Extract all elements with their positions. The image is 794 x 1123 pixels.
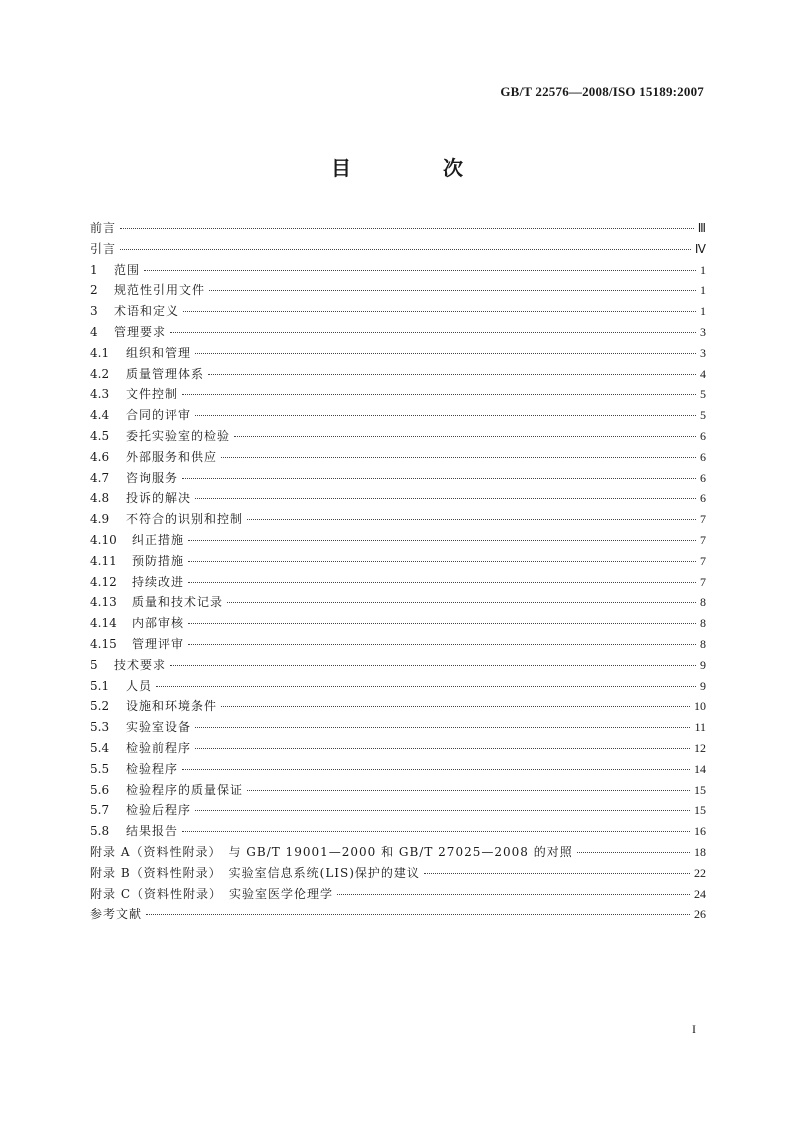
toc-section-number: 4.2 <box>90 366 110 381</box>
dot-leader <box>170 655 696 666</box>
dot-leader <box>221 696 690 707</box>
toc-page-number: 6 <box>700 428 706 443</box>
toc-entry[interactable] <box>90 405 706 426</box>
toc-entry[interactable] <box>90 759 706 780</box>
toc-page-number: 6 <box>700 449 706 464</box>
toc-entry[interactable] <box>90 634 706 655</box>
toc-section-number: 5.8 <box>90 824 110 839</box>
toc-page-number: 10 <box>694 699 706 714</box>
toc-title: 附录 A（资料性附录） 与 GB/T 19001—2000 和 GB/T 27025—2008 的对照 <box>90 844 573 859</box>
toc-title: 检验后程序 <box>126 803 192 818</box>
dot-leader <box>182 759 690 770</box>
toc-title: 内部审核 <box>132 616 185 631</box>
toc-page-number: 3 <box>700 345 706 360</box>
toc-entry[interactable] <box>90 447 706 468</box>
dot-leader <box>195 738 690 749</box>
toc-title: 前言 <box>90 221 117 235</box>
dot-leader <box>188 634 696 645</box>
toc-entry[interactable] <box>90 592 706 613</box>
toc-page-number: 18 <box>694 844 706 859</box>
dot-leader <box>170 322 696 333</box>
toc-section-number: 4 <box>90 324 98 339</box>
toc-entry[interactable] <box>90 488 706 509</box>
toc-page-number: 16 <box>694 824 706 839</box>
toc-entry[interactable] <box>90 468 706 489</box>
toc-page-number: 8 <box>700 616 706 631</box>
dot-leader <box>234 426 696 437</box>
toc-entry[interactable] <box>90 280 706 301</box>
toc-entry[interactable] <box>90 426 706 447</box>
toc-page-number: 26 <box>694 907 706 922</box>
toc-title: 附录 B（资料性附录） 实验室信息系统(LIS)保护的建议 <box>90 865 420 880</box>
toc-page-number: 6 <box>700 470 706 485</box>
dot-leader <box>156 676 696 687</box>
dot-leader <box>209 280 696 291</box>
dot-leader <box>247 509 696 520</box>
toc-section-number: 4.10 <box>90 532 117 547</box>
dot-leader <box>195 717 690 728</box>
toc-entry[interactable] <box>90 613 706 634</box>
toc-section-number: 4.5 <box>90 428 110 443</box>
table-of-contents <box>90 218 706 925</box>
toc-section-number: 5.2 <box>90 699 110 714</box>
toc-title: 纠正措施 <box>132 532 185 547</box>
toc-section-number: 1 <box>90 262 98 277</box>
toc-section-number: 5.1 <box>90 678 110 693</box>
toc-section-number: 4.3 <box>90 387 110 402</box>
toc-page-number: 7 <box>700 532 706 547</box>
toc-section-number: 5.4 <box>90 740 110 755</box>
toc-section-number: 4.4 <box>90 408 110 423</box>
page-title: 目 次 <box>331 156 499 180</box>
standard-code: GB/T 22576—2008/ISO 15189:2007 <box>500 84 704 99</box>
toc-title: 管理要求 <box>114 324 167 339</box>
toc-title: 附录 C（资料性附录） 实验室医学伦理学 <box>90 886 333 901</box>
toc-title: 管理评审 <box>132 636 185 651</box>
dot-leader <box>183 301 696 312</box>
toc-title: 文件控制 <box>126 387 179 402</box>
toc-page-number: 9 <box>700 678 706 693</box>
toc-entry[interactable] <box>90 717 706 738</box>
toc-title: 实验室设备 <box>126 720 192 735</box>
toc-page-number: 7 <box>700 553 706 568</box>
toc-section-number: 4.13 <box>90 595 117 610</box>
toc-title: 质量和技术记录 <box>132 595 224 610</box>
toc-section-number: 5.7 <box>90 803 110 818</box>
toc-title: 合同的评审 <box>126 408 192 423</box>
dot-leader <box>195 343 696 354</box>
toc-title: 外部服务和供应 <box>126 449 218 464</box>
toc-section-number: 4.14 <box>90 616 117 631</box>
toc-page-number: 11 <box>694 720 706 735</box>
toc-entry[interactable] <box>90 343 706 364</box>
toc-title: 持续改进 <box>132 574 185 589</box>
toc-page-number: 5 <box>700 387 706 402</box>
toc-title: 参考文献 <box>90 907 143 922</box>
toc-entry[interactable] <box>90 884 706 905</box>
toc-entry[interactable] <box>90 572 706 593</box>
dot-leader <box>144 260 696 271</box>
toc-entry[interactable] <box>90 738 706 759</box>
toc-title: 咨询服务 <box>126 470 179 485</box>
dot-leader <box>227 592 696 603</box>
dot-leader <box>188 551 696 562</box>
toc-section-number: 4.7 <box>90 470 110 485</box>
toc-page-number: 15 <box>694 782 706 797</box>
toc-entry[interactable] <box>90 218 706 239</box>
toc-entry[interactable] <box>90 551 706 572</box>
toc-page-number: Ⅲ <box>697 221 706 235</box>
dot-leader <box>182 468 696 479</box>
toc-section-number: 5.5 <box>90 761 110 776</box>
dot-leader <box>120 239 691 250</box>
toc-entry[interactable] <box>90 863 706 884</box>
toc-section-number: 3 <box>90 304 98 319</box>
toc-page-number: 9 <box>700 657 706 672</box>
toc-section-number: 4.8 <box>90 491 110 506</box>
dot-leader <box>188 572 696 583</box>
toc-section-number: 4.1 <box>90 345 110 360</box>
toc-entry[interactable] <box>90 821 706 842</box>
toc-title: 术语和定义 <box>114 304 180 319</box>
toc-page-number: 4 <box>700 366 706 381</box>
toc-section-number: 5.6 <box>90 782 110 797</box>
toc-entry[interactable] <box>90 780 706 801</box>
toc-entry[interactable] <box>90 696 706 717</box>
toc-entry[interactable] <box>90 800 706 821</box>
toc-page-number: 1 <box>700 304 706 319</box>
toc-section-number: 4.6 <box>90 449 110 464</box>
toc-page-number: 14 <box>694 761 706 776</box>
toc-page-number: 12 <box>694 740 706 755</box>
toc-entry[interactable] <box>90 364 706 385</box>
dot-leader <box>182 821 690 832</box>
toc-title: 检验程序 <box>126 761 179 776</box>
toc-section-number: 5.3 <box>90 720 110 735</box>
toc-entry[interactable] <box>90 322 706 343</box>
toc-entry[interactable] <box>90 904 706 925</box>
toc-title: 检验程序的质量保证 <box>126 782 244 797</box>
dot-leader <box>577 842 690 853</box>
toc-title: 投诉的解决 <box>126 491 192 506</box>
toc-title: 结果报告 <box>126 824 179 839</box>
toc-title: 不符合的识别和控制 <box>126 512 244 527</box>
toc-page-number: 24 <box>694 886 706 901</box>
dot-leader <box>120 218 694 229</box>
toc-entry[interactable] <box>90 301 706 322</box>
toc-title: 委托实验室的检验 <box>126 428 231 443</box>
toc-section-number: 5 <box>90 657 98 672</box>
toc-entry[interactable] <box>90 239 706 260</box>
toc-page-number: 3 <box>700 324 706 339</box>
dot-leader <box>208 364 696 375</box>
toc-title: 规范性引用文件 <box>114 283 206 298</box>
toc-title: 检验前程序 <box>126 740 192 755</box>
toc-page-number: 1 <box>700 262 706 277</box>
dot-leader <box>195 405 696 416</box>
toc-entry[interactable] <box>90 260 706 281</box>
toc-entry[interactable] <box>90 530 706 551</box>
toc-page-number: 7 <box>700 574 706 589</box>
toc-entry[interactable] <box>90 842 706 863</box>
toc-section-number: 2 <box>90 283 98 298</box>
toc-entry[interactable] <box>90 509 706 530</box>
dot-leader <box>221 447 696 458</box>
toc-section-number: 4.12 <box>90 574 117 589</box>
toc-title: 人员 <box>126 678 153 693</box>
toc-entry[interactable] <box>90 384 706 405</box>
toc-title: 预防措施 <box>132 553 185 568</box>
toc-page-number: 5 <box>700 408 706 423</box>
dot-leader <box>337 884 690 895</box>
dot-leader <box>182 384 696 395</box>
toc-title: 引言 <box>90 241 117 256</box>
toc-page-number: 8 <box>700 595 706 610</box>
toc-entry[interactable] <box>90 655 706 676</box>
toc-title: 技术要求 <box>114 657 167 672</box>
dot-leader <box>424 863 690 874</box>
toc-section-number: 4.15 <box>90 636 117 651</box>
dot-leader <box>188 613 696 624</box>
toc-title: 质量管理体系 <box>126 366 205 381</box>
toc-page-number: 8 <box>700 636 706 651</box>
dot-leader <box>195 800 690 811</box>
toc-page-number: 15 <box>694 803 706 818</box>
toc-section-number: 4.9 <box>90 512 110 527</box>
toc-page-number: 6 <box>700 491 706 506</box>
dot-leader <box>146 904 690 915</box>
dot-leader <box>195 488 696 499</box>
toc-section-number: 4.11 <box>90 553 117 568</box>
toc-entry[interactable] <box>90 676 706 697</box>
dot-leader <box>247 780 690 791</box>
toc-page-number: 1 <box>700 283 706 298</box>
toc-title: 组织和管理 <box>126 345 192 360</box>
toc-page-number: 7 <box>700 512 706 527</box>
toc-page-number: Ⅳ <box>694 241 706 256</box>
dot-leader <box>188 530 696 541</box>
toc-page-number: 22 <box>694 865 706 880</box>
toc-title: 范围 <box>114 262 141 277</box>
page-number: I <box>692 1022 696 1036</box>
toc-title: 设施和环境条件 <box>126 699 218 714</box>
